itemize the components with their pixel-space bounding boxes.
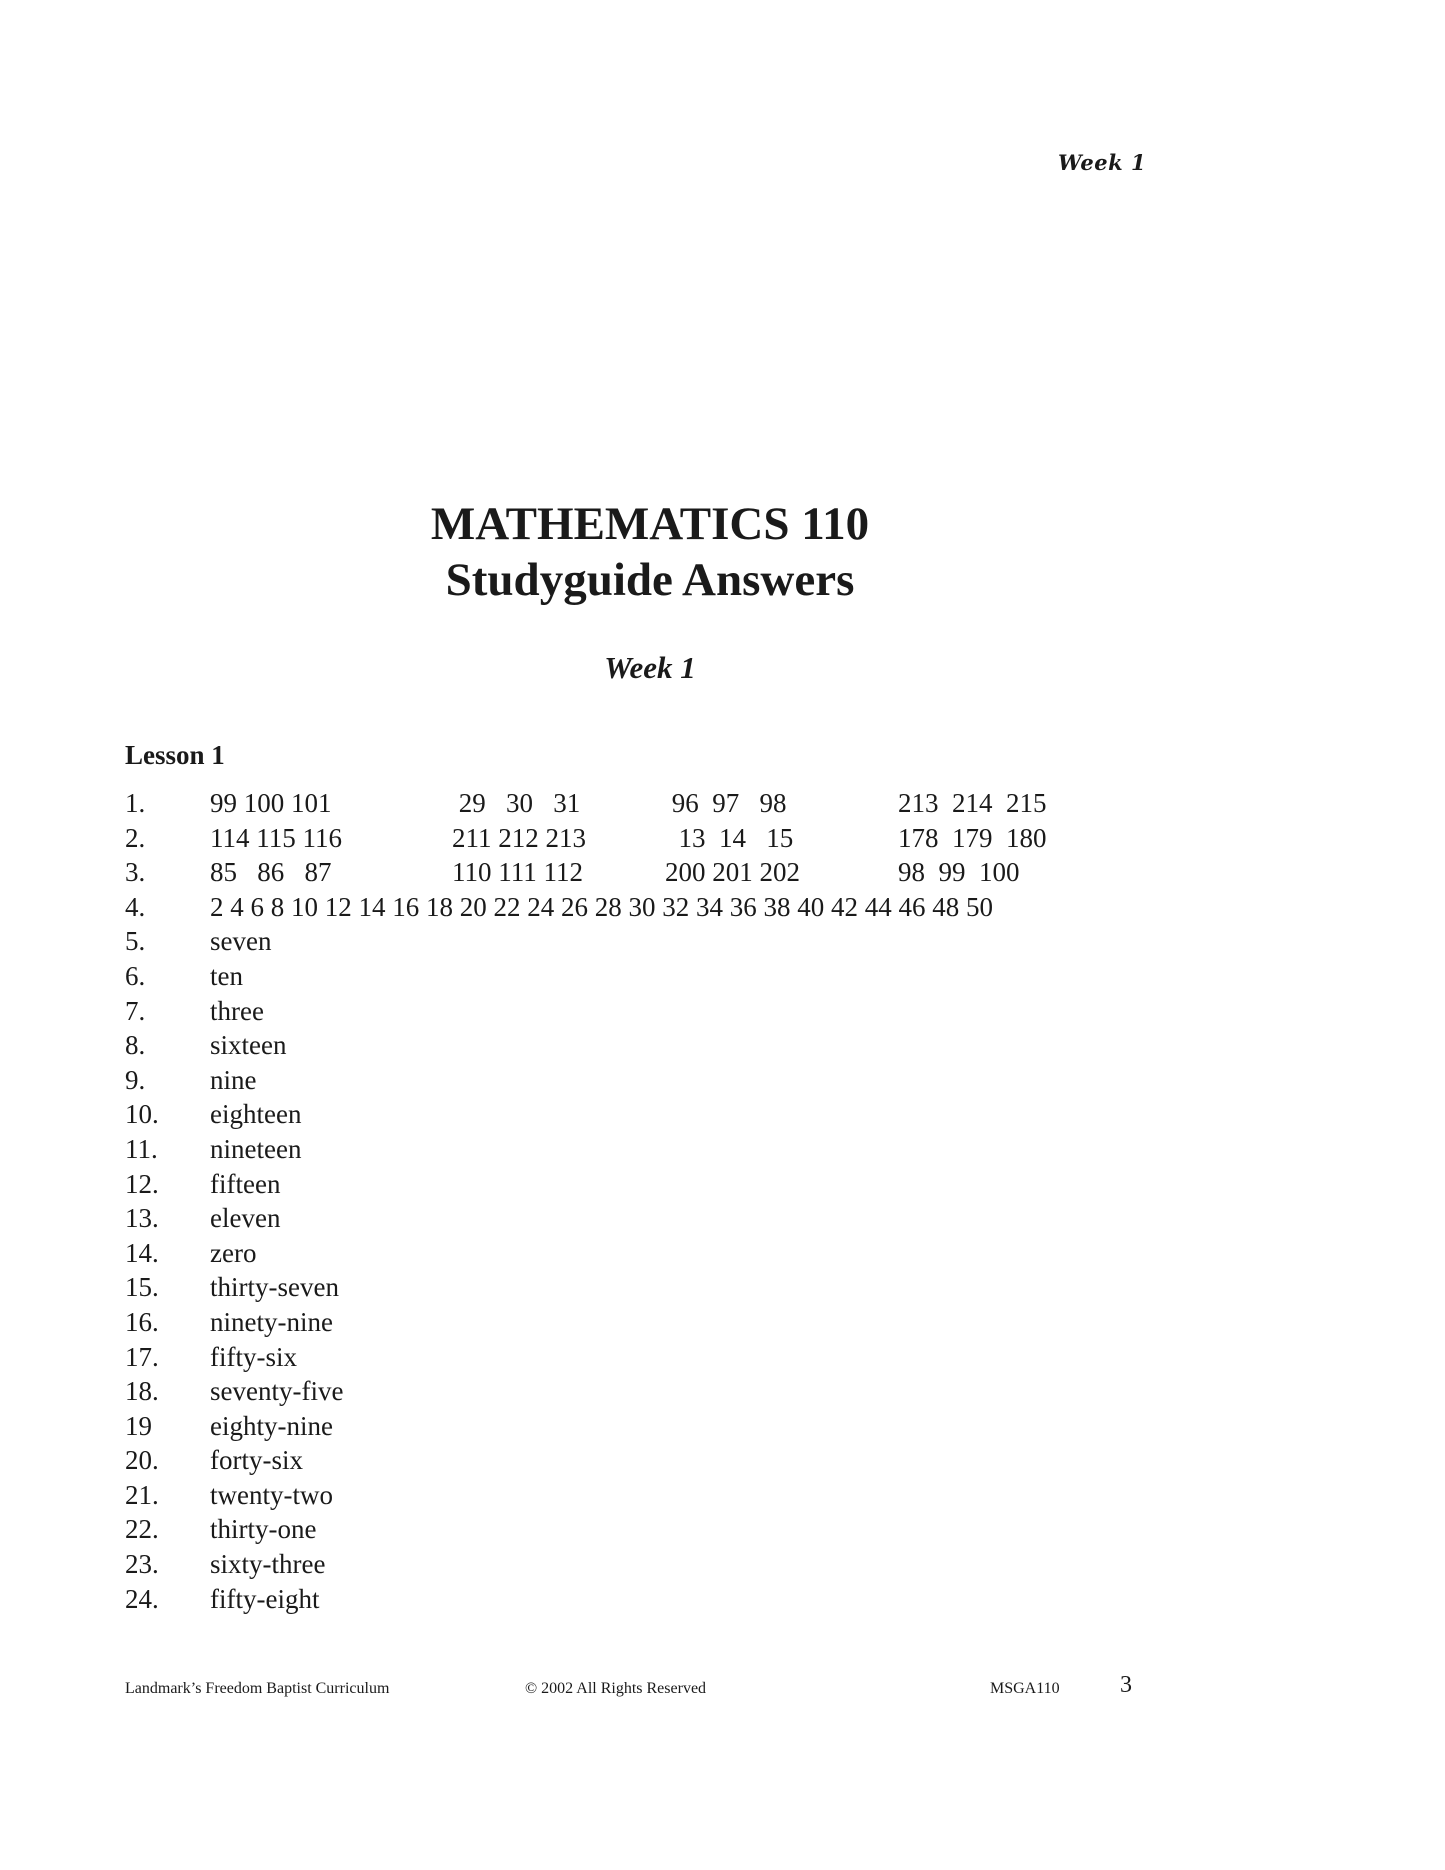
page-subtitle: Studyguide Answers [445,554,855,606]
answer-cell: zero [210,1237,257,1268]
answer-cell: eleven [210,1203,281,1234]
answer-cell: 99 100 101 [210,788,332,818]
answer-number: 17. [125,1341,159,1372]
answer-cell: seven [210,926,272,957]
title-block [0,496,1300,608]
answer-cell: sixty-three [210,1549,326,1580]
answer-cell: 96 97 98 [665,788,787,818]
answer-cell: eighty-nine [210,1410,333,1441]
answer-cell: 211 212 213 [452,822,586,853]
answer-number: 24. [125,1583,159,1614]
answer-number: 4. [125,891,146,922]
answer-cell: 110 111 112 [452,857,583,888]
answer-number: 14. [125,1237,159,1268]
answer-cell: 29 30 31 [452,788,581,818]
answer-cell: fifty-six [210,1341,297,1372]
answer-number: 22. [125,1514,159,1545]
answer-cell: forty-six [210,1445,303,1476]
answer-number: 18. [125,1376,159,1407]
page-number: 3 [1120,1672,1132,1698]
answer-number: 2. [125,822,146,853]
answer-number: 15. [125,1272,159,1303]
answer-cell: ten [210,960,243,991]
answer-cell: fifty-eight [210,1583,320,1614]
answer-number: 11. [125,1133,158,1164]
answer-cell: 2 4 6 8 10 12 14 16 18 20 22 24 26 28 30 32 34 36 38 40 42 44 46 48 50 [210,891,993,922]
answer-number: 5. [125,926,146,957]
answer-cell: 200 201 202 [665,857,800,888]
answer-number: 7. [125,995,146,1026]
answer-cell: three [210,995,264,1026]
answer-number: 12. [125,1168,159,1199]
answer-cell: 213 214 215 [898,788,1047,818]
answer-cell: 114 115 116 [210,822,342,853]
answer-cell: eighteen [210,1099,302,1130]
answer-number: 20. [125,1445,159,1476]
running-header: Week 1 [1058,150,1147,175]
answer-cell: sixteen [210,1030,287,1061]
answer-cell: ninety-nine [210,1306,333,1337]
answer-cell: thirty-seven [210,1272,339,1303]
answer-number: 21. [125,1479,159,1510]
answer-number: 10. [125,1099,159,1130]
answer-number: 1. [125,788,146,818]
footer-copyright: © 2002 All Rights Reserved [525,1680,707,1697]
answer-cell: thirty-one [210,1514,317,1545]
answer-cell: nineteen [210,1133,302,1164]
answer-number: 9. [125,1064,146,1095]
lesson-heading: Lesson 1 [125,740,225,770]
answer-cell: 98 99 100 [898,857,1020,888]
answer-number: 19 [125,1410,152,1441]
footer-course-code: MSGA110 [990,1680,1060,1697]
answer-cell: 178 179 180 [898,822,1047,853]
answer-number: 6. [125,960,146,991]
answer-cell: 13 14 15 [665,822,794,853]
answer-number: 23. [125,1549,159,1580]
week-heading: Week 1 [604,650,696,685]
answer-cell: twenty-two [210,1479,333,1510]
footer-publisher: Landmark’s Freedom Baptist Curriculum [125,1680,390,1697]
answer-cell: seventy-five [210,1376,344,1407]
answer-cell: 85 86 87 [210,857,332,888]
answer-cell: nine [210,1064,257,1095]
page-title: MATHEMATICS 110 [430,498,870,550]
answer-number: 3. [125,857,146,888]
answer-cell: fifteen [210,1168,281,1199]
answer-number: 13. [125,1203,159,1234]
answer-number: 16. [125,1306,159,1337]
answer-number: 8. [125,1030,146,1061]
